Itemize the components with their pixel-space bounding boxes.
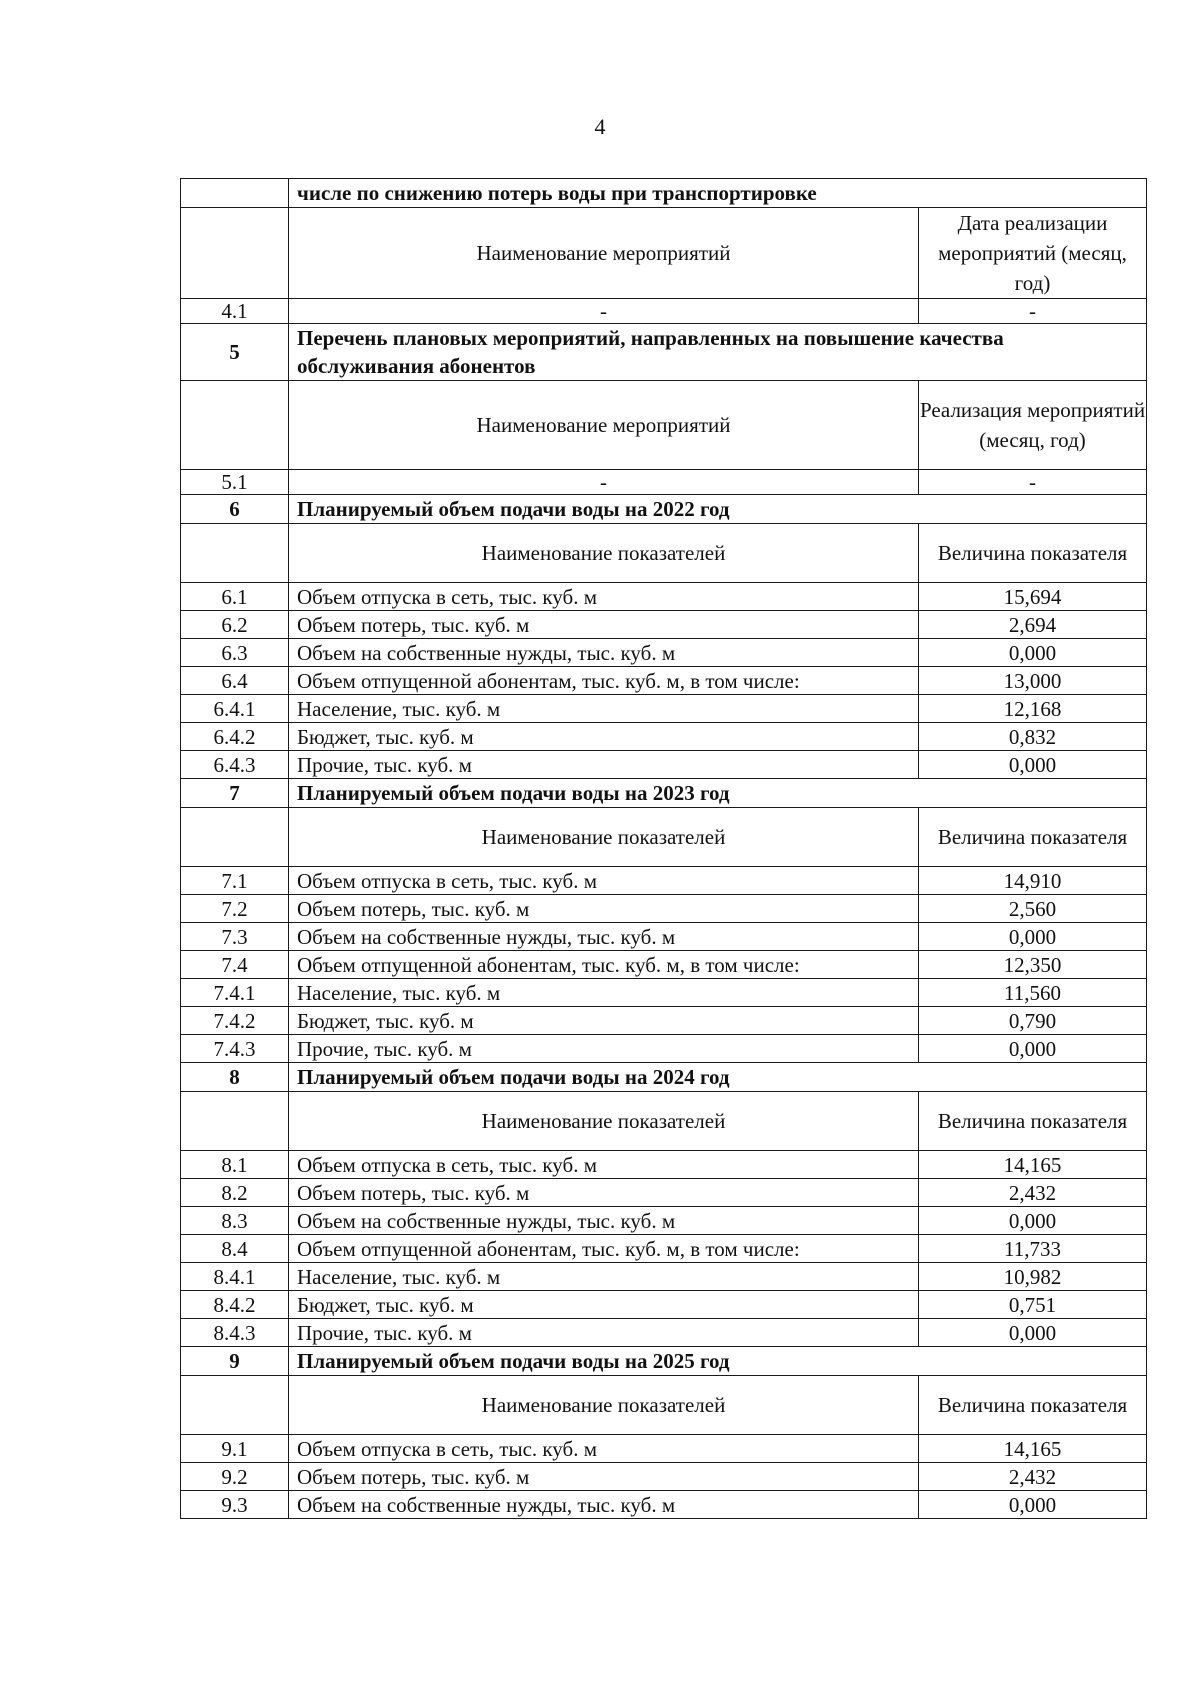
row-number: 8.1 [181,1151,289,1179]
row-name: Объем отпуска в сеть, тыс. куб. м [289,1435,919,1463]
row-value: 11,733 [919,1235,1147,1263]
section-row [181,495,1147,524]
row-name: Население, тыс. куб. м [289,695,919,723]
row-value: 15,694 [919,583,1147,611]
header-name-cell: Наименование показателей [289,524,919,583]
table-row [181,895,1147,923]
row-number: 6.4.2 [181,723,289,751]
row-value: 2,694 [919,611,1147,639]
row-name: Объем на собственные нужды, тыс. куб. м [289,1491,919,1519]
row-value: 0,000 [919,751,1147,779]
row-value: 0,751 [919,1291,1147,1319]
row-number: 8.4.3 [181,1319,289,1347]
row-value: 0,000 [919,1035,1147,1063]
row-name: Объем потерь, тыс. куб. м [289,1179,919,1207]
table-row [181,1463,1147,1491]
header-value-cell: Дата реализации мероприятий (месяц, год) [919,208,1147,299]
row-number: 8.2 [181,1179,289,1207]
header-value-cell: Величина показателя [919,524,1147,583]
row-value: 0,832 [919,723,1147,751]
header-value-cell: Величина показателя [919,808,1147,867]
table-row [181,470,1147,495]
section-title: Планируемый объем подачи воды на 2022 год [289,495,1147,524]
row-number: 6.1 [181,583,289,611]
section-number [181,179,289,208]
row-name: Объем потерь, тыс. куб. м [289,611,919,639]
header-value-cell: Величина показателя [919,1376,1147,1435]
row-number: 7.2 [181,895,289,923]
section-number: 6 [181,495,289,524]
row-name: Объем на собственные нужды, тыс. куб. м [289,1207,919,1235]
table-row [181,667,1147,695]
row-number: 6.4.1 [181,695,289,723]
header-number-cell [181,208,289,299]
table-row [181,1179,1147,1207]
row-number: 8.3 [181,1207,289,1235]
table-row [181,951,1147,979]
row-value: 2,432 [919,1463,1147,1491]
header-name-cell: Наименование показателей [289,1376,919,1435]
section-number: 9 [181,1347,289,1376]
table-row [181,1435,1147,1463]
row-name: Прочие, тыс. куб. м [289,1035,919,1063]
row-value: 0,000 [919,923,1147,951]
table-row [181,1207,1147,1235]
section-row [181,1063,1147,1092]
row-value: - [919,299,1147,324]
row-value: 14,910 [919,867,1147,895]
header-number-cell [181,1376,289,1435]
table-row [181,923,1147,951]
row-name: Объем на собственные нужды, тыс. куб. м [289,639,919,667]
row-number: 4.1 [181,299,289,324]
row-value: 0,000 [919,1491,1147,1519]
section-number: 5 [181,324,289,381]
header-number-cell [181,808,289,867]
column-header-row [181,1092,1147,1151]
water-supply-table [180,178,1147,1519]
table-row [181,1291,1147,1319]
section-title: Планируемый объем подачи воды на 2023 год [289,779,1147,808]
section-row [181,324,1147,381]
table-row [181,1235,1147,1263]
table-row [181,611,1147,639]
column-header-row [181,1376,1147,1435]
header-number-cell [181,381,289,470]
row-name: - [289,470,919,495]
row-value: 14,165 [919,1151,1147,1179]
row-number: 7.4.1 [181,979,289,1007]
row-value: - [919,470,1147,495]
row-name: Объем потерь, тыс. куб. м [289,1463,919,1491]
row-number: 7.3 [181,923,289,951]
row-value: 12,350 [919,951,1147,979]
row-name: Население, тыс. куб. м [289,979,919,1007]
page-number: 4 [594,114,606,139]
row-name: Бюджет, тыс. куб. м [289,1291,919,1319]
table-row [181,1491,1147,1519]
section-number: 7 [181,779,289,808]
table-row [181,639,1147,667]
row-number: 7.4 [181,951,289,979]
row-value: 0,000 [919,1319,1147,1347]
row-name: Объем на собственные нужды, тыс. куб. м [289,923,919,951]
row-number: 8.4 [181,1235,289,1263]
row-name: Население, тыс. куб. м [289,1263,919,1291]
section-title: Планируемый объем подачи воды на 2025 год [289,1347,1147,1376]
column-header-row [181,808,1147,867]
row-number: 9.2 [181,1463,289,1491]
table-row [181,867,1147,895]
table-row [181,1035,1147,1063]
row-number: 7.4.2 [181,1007,289,1035]
section-title: Планируемый объем подачи воды на 2024 год [289,1063,1147,1092]
row-number: 9.1 [181,1435,289,1463]
row-number: 6.3 [181,639,289,667]
table-body [181,179,1147,1519]
row-value: 0,790 [919,1007,1147,1035]
table-row [181,723,1147,751]
table-row [181,299,1147,324]
row-number: 7.4.3 [181,1035,289,1063]
row-name: - [289,299,919,324]
row-number: 7.1 [181,867,289,895]
row-value: 13,000 [919,667,1147,695]
table-row [181,1319,1147,1347]
row-name: Бюджет, тыс. куб. м [289,723,919,751]
header-number-cell [181,1092,289,1151]
row-name: Бюджет, тыс. куб. м [289,1007,919,1035]
row-name: Объем отпущенной абонентам, тыс. куб. м, в том числе: [289,1235,919,1263]
row-number: 6.2 [181,611,289,639]
row-name: Объем отпущенной абонентам, тыс. куб. м, в том числе: [289,951,919,979]
column-header-row [181,208,1147,299]
header-number-cell [181,524,289,583]
row-number: 6.4.3 [181,751,289,779]
row-number: 5.1 [181,470,289,495]
row-name: Объем потерь, тыс. куб. м [289,895,919,923]
row-value: 2,560 [919,895,1147,923]
table-row [181,979,1147,1007]
row-name: Объем отпуска в сеть, тыс. куб. м [289,583,919,611]
row-value: 14,165 [919,1435,1147,1463]
section-row [181,1347,1147,1376]
header-value-cell: Величина показателя [919,1092,1147,1151]
row-number: 8.4.1 [181,1263,289,1291]
row-name: Объем отпуска в сеть, тыс. куб. м [289,1151,919,1179]
row-number: 6.4 [181,667,289,695]
section-number: 8 [181,1063,289,1092]
column-header-row [181,524,1147,583]
header-name-cell: Наименование мероприятий [289,381,919,470]
row-name: Прочие, тыс. куб. м [289,751,919,779]
column-header-row [181,381,1147,470]
row-name: Объем отпущенной абонентам, тыс. куб. м, в том числе: [289,667,919,695]
row-value: 2,432 [919,1179,1147,1207]
table-row [181,1263,1147,1291]
header-value-cell: Реализация мероприятий (месяц, год) [919,381,1147,470]
header-name-cell: Наименование показателей [289,1092,919,1151]
row-value: 12,168 [919,695,1147,723]
table-row [181,583,1147,611]
section-row [181,779,1147,808]
row-number: 9.3 [181,1491,289,1519]
row-number: 8.4.2 [181,1291,289,1319]
row-name: Объем отпуска в сеть, тыс. куб. м [289,867,919,895]
header-name-cell: Наименование мероприятий [289,208,919,299]
table-row [181,695,1147,723]
table-row [181,1151,1147,1179]
row-value: 11,560 [919,979,1147,1007]
row-value: 0,000 [919,639,1147,667]
row-name: Прочие, тыс. куб. м [289,1319,919,1347]
section-title: числе по снижению потерь воды при транспортировке [289,179,1147,208]
header-name-cell: Наименование показателей [289,808,919,867]
section-title: Перечень плановых мероприятий, направленных на повышение качества обслуживания абонентов [289,324,1147,381]
table-row [181,1007,1147,1035]
row-value: 0,000 [919,1207,1147,1235]
section-row [181,179,1147,208]
table-row [181,751,1147,779]
row-value: 10,982 [919,1263,1147,1291]
